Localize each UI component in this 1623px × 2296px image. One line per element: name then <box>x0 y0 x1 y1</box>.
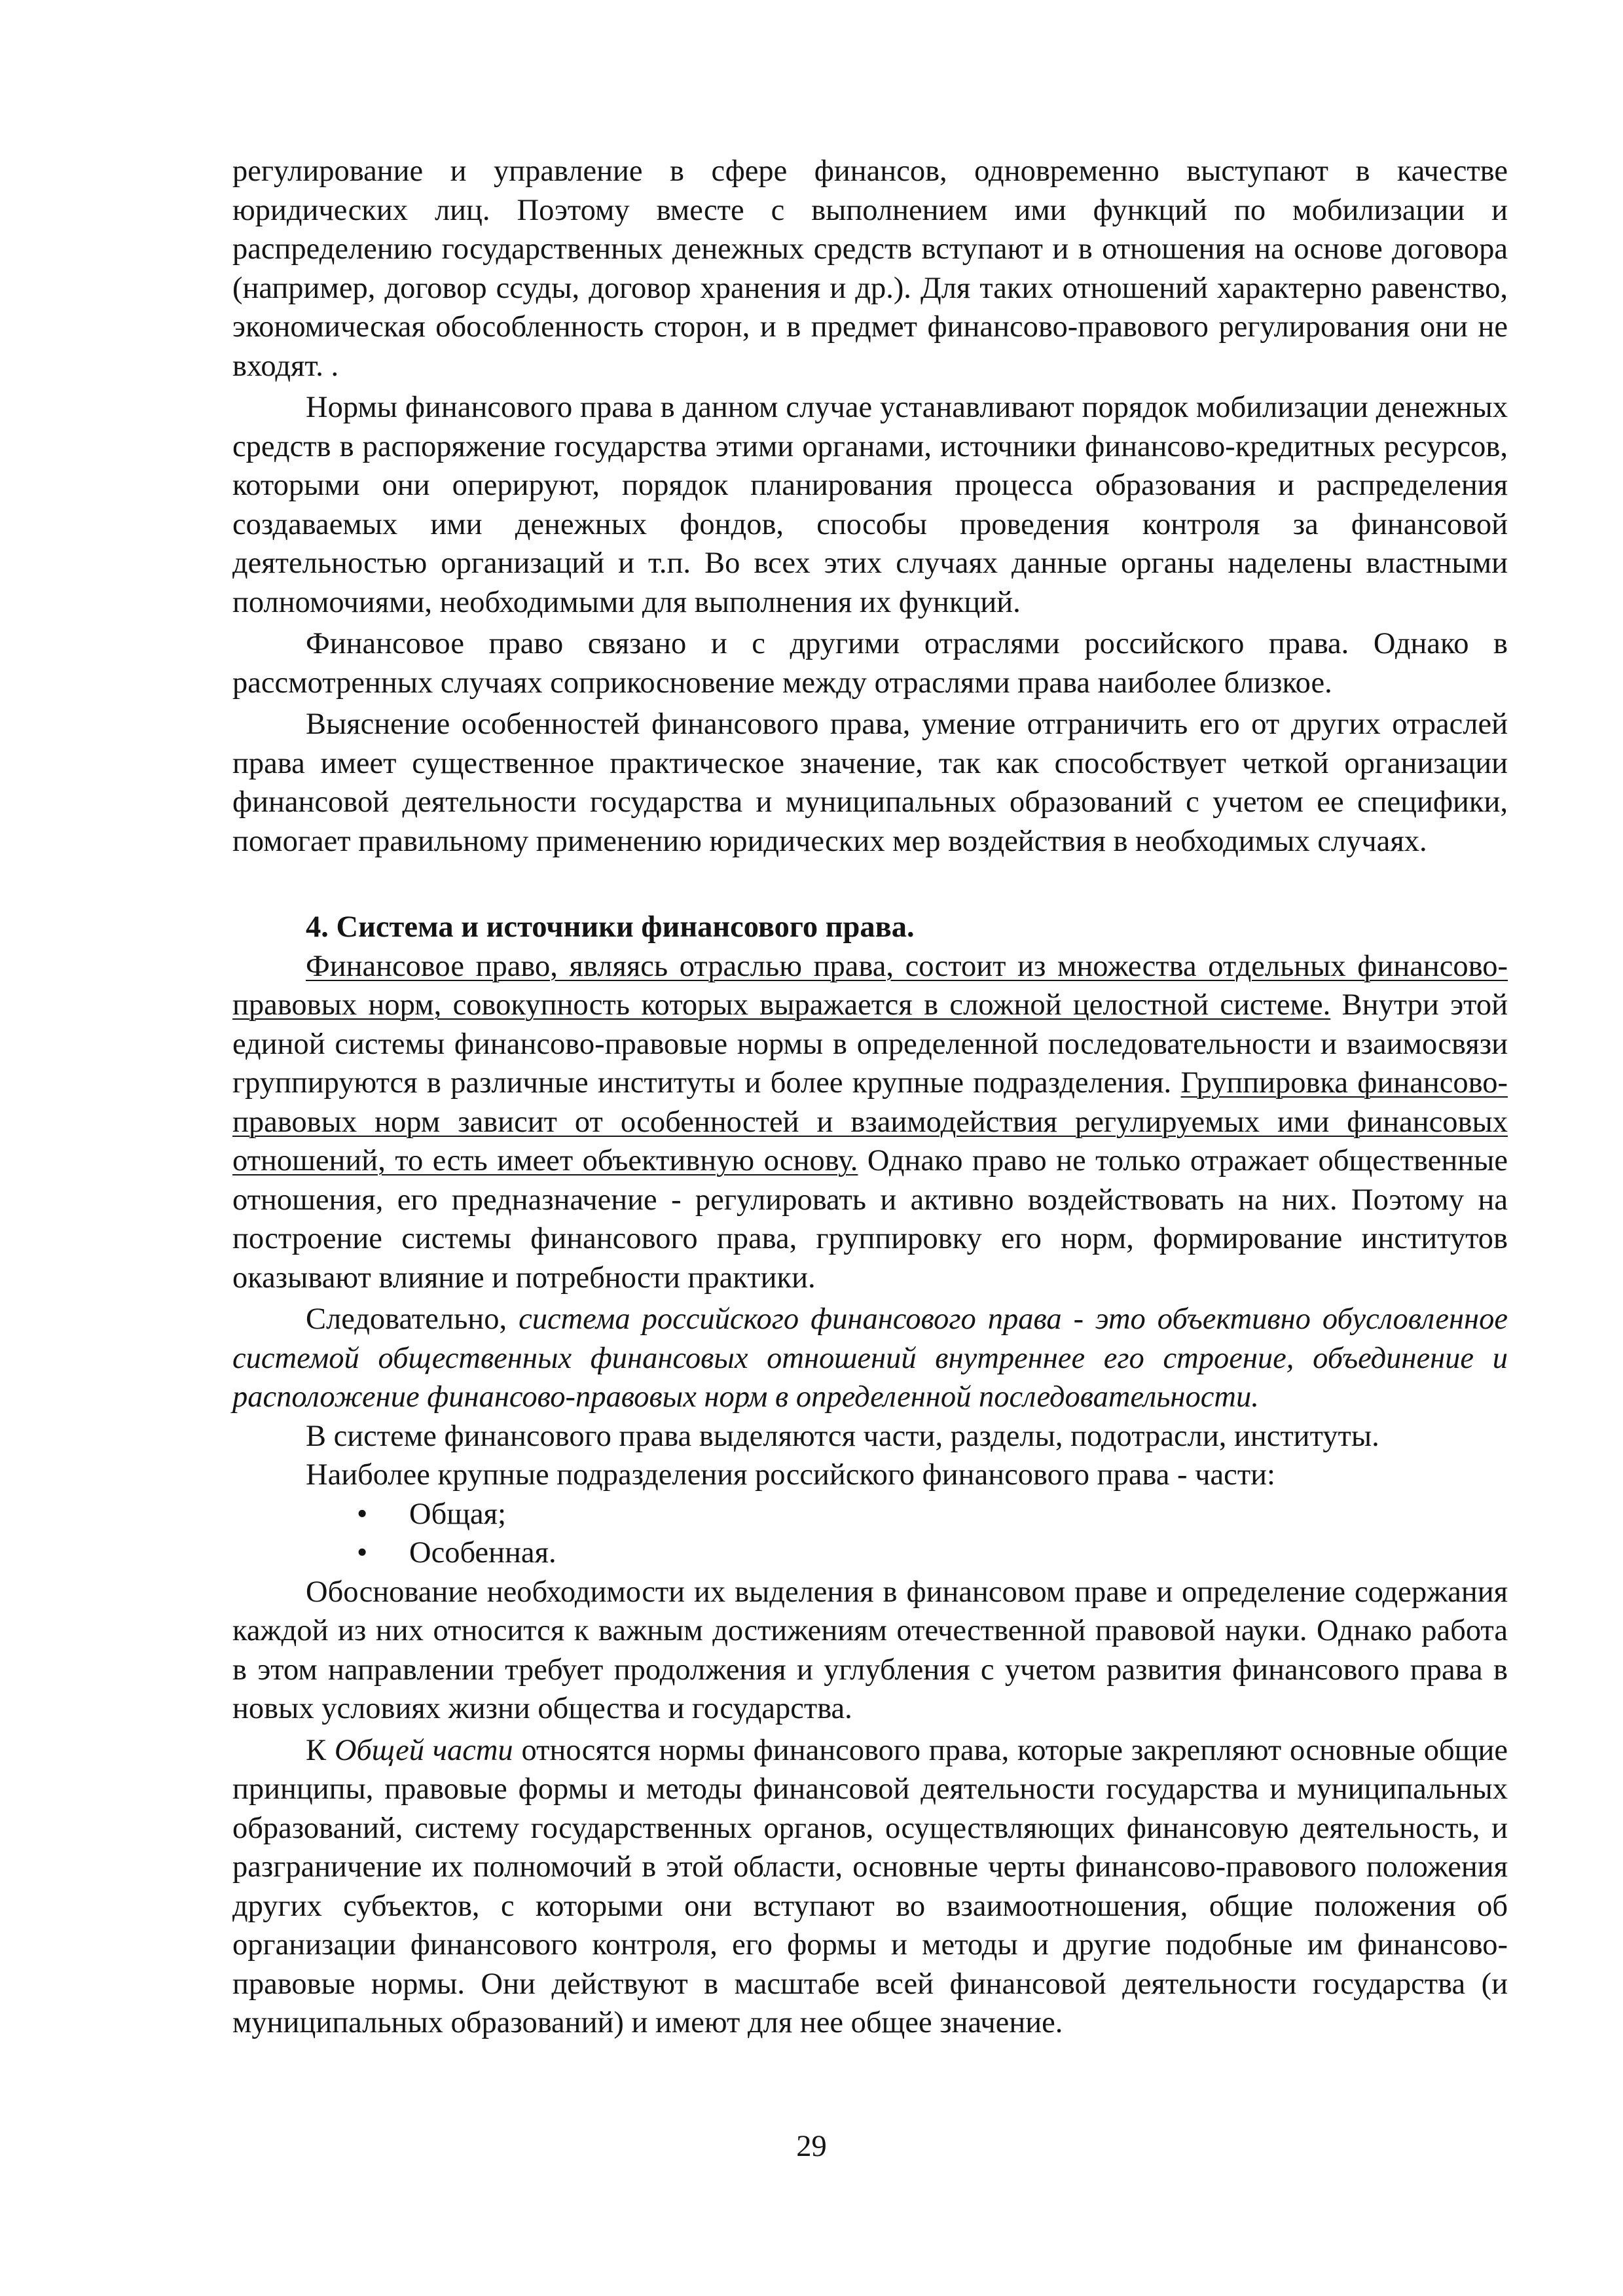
paragraph-3: Финансовое право связано и с другими отраслями российского права. Однако в рассмотренных случаях соприкосновение между отраслями права наиболее близкое. <box>232 627 1508 700</box>
paragraph-8: Наиболее крупные подразделения российского финансового права - части: <box>306 1458 1275 1492</box>
paragraph-5 <box>232 947 1508 1298</box>
bullet-icon: • <box>357 1536 368 1570</box>
page-number: 29 <box>796 2130 827 2163</box>
list-item-general-part <box>357 1495 1508 1534</box>
paragraph-6-lead: Следовательно, <box>306 1302 519 1336</box>
paragraph-10-rest: относятся нормы финансового права, которые закрепляют основные общие принципы, правовые формы и методы финансовой деятельности государства и муниципальных образований, систему государственных органов, осуществляющих финансовую деятельность, и разграничение их полномочий в этой области, основные черты финансово-правового положения других субъектов, с которыми они вступают во взаимоотношения, общие положения об организации финансового контроля, его формы и методы и другие подобные им финансово-правовые нормы. Они действуют в масштабе всей финансовой деятельности государства (и муниципальных образований) и имеют для нее общее значение. <box>232 1733 1508 2039</box>
paragraph-1: регулирование и управление в сфере финансов, одновременно выступают в качестве юридических лиц. Поэтому вместе с выполнением ими функций по мобилизации и распределению государственных денежных средств вступают и в отношения на основе договора (например, договор ссуды, договор хранения и др.). Для таких отношений характерно равенство, экономическая обособленность сторон, и в предмет финансово-правового регулирования они не входят. . <box>232 154 1508 383</box>
system-definition: система российского финансового права - это объективно обусловленное системой общественных финансовых отношений внутреннее его строение, объединение и расположение финансово-правовых норм в определенной последовательности. <box>232 1302 1508 1414</box>
paragraph-4: Выяснение особенностей финансового права, умение отграничить его от других отраслей права имеет существенное практическое значение, так как способствует четкой организации финансовой деятельности государства и муниципальных образований с учетом ее специфики, помогает правильному применению юридических мер воздействия в необходимых случаях. <box>232 708 1508 858</box>
paragraph-9: Обоснование необходимости их выделения в финансовом праве и определение содержания каждой из них относится к важным достижениям отечественной правовой науки. Однако работа в этом направлении требует продолжения и углубления с учетом развития финансового права в новых условиях жизни общества и государства. <box>232 1575 1508 1725</box>
paragraph-10-lead: К <box>306 1733 335 1767</box>
paragraph-2: Нормы финансового права в данном случае устанавливают порядок мобилизации денежных средств в распоряжение государства этими органами, источники финансово-кредитных ресурсов, которыми они оперируют, порядок планирования процесса образования и распределения создаваемых ими денежных фондов, способы проведения контроля за финансовой деятельностью организаций и т.п. Во всех этих случаях данные органы наделены властными полномочиями, необходимыми для выполнения их функций. <box>232 391 1508 619</box>
document-page <box>232 152 1508 2043</box>
paragraph-5-text-1: Внутри этой единой системы финансово-правовые нормы в определенной последовательности и взаимосвязи группируются в различные институты и более крупные подразделения. <box>232 988 1508 1100</box>
underlined-passage-1: Финансовое право, являясь отраслью права, состоит из множества отдельных финансово-правовых норм, совокупность которых выражается в сложной целостной системе. <box>232 949 1508 1022</box>
underlined-passage-2: Группировка финансово-правовых норм зависит от особенностей и взаимодействия регулируемых ими финансовых отношений, то есть имеет объективную основу. <box>232 1066 1508 1177</box>
paragraph-5-text-2: Однако право не только отражает общественные отношения, его предназначение - регулировать и активно воздействовать на них. Поэтому на построение системы финансового права, группировку его норм, формирование институтов оказывают влияние и потребности практики. <box>232 1144 1508 1295</box>
parts-list <box>232 1495 1508 1573</box>
paragraph-10 <box>232 1731 1508 2043</box>
paragraph-6 <box>232 1300 1508 1417</box>
list-item-special-part <box>357 1534 1508 1573</box>
list-item-label: Особенная. <box>409 1536 556 1570</box>
paragraph-7: В системе финансового права выделяются части, разделы, подотрасли, институты. <box>306 1419 1379 1453</box>
section-heading: 4. Система и источники финансового права. <box>306 910 915 944</box>
general-part-term: Общей части <box>334 1733 513 1767</box>
bullet-icon: • <box>357 1497 368 1531</box>
list-item-label: Общая; <box>409 1497 506 1531</box>
